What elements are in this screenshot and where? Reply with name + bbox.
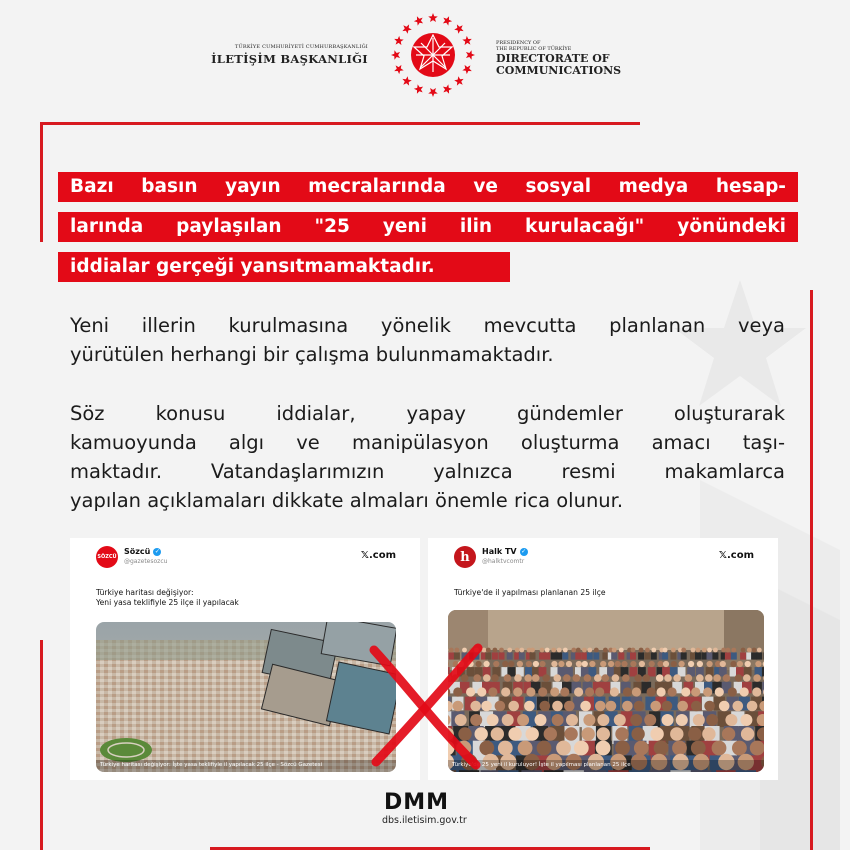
crowd-head — [582, 727, 595, 740]
crowd-head — [556, 741, 571, 756]
crowd-head — [564, 727, 577, 740]
emblem-star — [466, 50, 475, 60]
crowd-head — [696, 648, 701, 653]
crowd-head — [662, 714, 674, 726]
crowd-head — [597, 714, 609, 726]
headline-line-2: larında paylaşılan "25 yeni ilin kurulacağı" yönündeki — [58, 212, 798, 242]
crowd-head — [688, 727, 701, 740]
crowd-head — [713, 674, 721, 682]
crowd-head — [656, 674, 664, 682]
crowd-person — [499, 652, 505, 659]
crowd-head — [722, 727, 735, 740]
crowd-head — [671, 661, 677, 667]
crowd-head — [712, 741, 727, 756]
crowd-head — [552, 701, 563, 712]
crowd-head — [594, 674, 602, 682]
body-p1-line-2: yürütülen herhangi bir çalışma bulunmamaktadır. — [70, 343, 554, 366]
crowd-head — [552, 714, 564, 726]
frame-top-line — [40, 122, 640, 125]
crowd-head — [507, 648, 512, 653]
tweet-photo-crowd — [448, 610, 764, 772]
crowd-head — [526, 727, 539, 740]
crowd-head — [621, 661, 627, 667]
crowd-person — [638, 652, 644, 659]
crowd-head — [603, 648, 608, 653]
crowd-head — [619, 648, 624, 653]
crowd-person — [575, 652, 581, 659]
crowd-head — [693, 714, 705, 726]
crowd-person — [756, 652, 762, 659]
crowd-head — [587, 648, 592, 653]
crowd-head — [737, 661, 743, 667]
crowd-head — [657, 661, 663, 667]
crowd-head — [650, 701, 661, 712]
crowd-head — [563, 648, 568, 653]
crowd-head — [493, 661, 499, 667]
crowd-head — [540, 648, 545, 653]
agency-subtitle-tr: TÜRKİYE CUMHURİYETİ CUMHURBAŞKANLIĞI — [234, 44, 368, 50]
emblem-star — [443, 16, 452, 25]
crowd-head — [606, 701, 617, 712]
crowd-head — [519, 648, 524, 653]
crowd-head — [538, 687, 547, 696]
crowd-head — [745, 661, 751, 667]
crowd-head — [649, 661, 655, 667]
agency-title-en-2: COMMUNICATIONS — [496, 64, 622, 77]
account-name-text: Sözcü — [124, 547, 151, 556]
crowd-head — [663, 661, 669, 667]
crowd-head — [732, 741, 747, 756]
crowd-head — [595, 701, 606, 712]
crowd-head — [721, 648, 726, 653]
crowd-head — [747, 648, 752, 653]
crowd-head — [733, 701, 744, 712]
crowd-head — [518, 741, 533, 756]
crowd-person — [539, 652, 545, 659]
crowd-head — [491, 727, 504, 740]
emblem-star — [394, 65, 403, 74]
crowd-head — [557, 648, 562, 653]
tweet-text-line-2: Yeni yasa teklifiyle 25 ilçe il yapılacak — [96, 598, 239, 607]
crowd-person — [618, 652, 624, 659]
crowd-person — [695, 652, 701, 659]
crowd-head — [551, 661, 557, 667]
crowd-head — [513, 687, 522, 696]
crowd-head — [634, 674, 642, 682]
crowd-head — [650, 727, 663, 740]
crowd-head — [634, 701, 645, 712]
crowd-head — [639, 661, 645, 667]
crowd-head — [566, 714, 578, 726]
crowd-head — [501, 687, 510, 696]
crowd-head — [740, 714, 752, 726]
crowd-head — [574, 687, 583, 696]
crowd-head — [688, 661, 694, 667]
verified-badge-icon: ✓ — [521, 548, 527, 555]
crowd-head — [615, 661, 621, 667]
crowd-person — [681, 652, 687, 659]
crowd-head — [585, 687, 594, 696]
aerial-city-image — [96, 622, 396, 772]
crowd-head — [550, 687, 559, 696]
agency-subtitle-en-2: THE REPUBLIC OF TÜRKİYE — [496, 46, 572, 52]
crowd-head — [681, 687, 690, 696]
crowd-head — [723, 674, 731, 682]
agency-title-tr: İLETİŞİM BAŞKANLIĞI — [211, 52, 368, 66]
crowd-head — [615, 727, 628, 740]
crowd-person — [581, 652, 587, 659]
crowd-person — [670, 652, 676, 659]
crowd-head — [499, 648, 504, 653]
crowd-head — [681, 648, 686, 653]
crowd-head — [584, 674, 592, 682]
crowd-head — [677, 701, 688, 712]
crowd-head — [524, 674, 532, 682]
crowd-head — [526, 687, 535, 696]
account-name — [482, 547, 528, 556]
crowd-head — [645, 648, 650, 653]
crowd-head — [657, 687, 666, 696]
body-p1-line-1: Yeni illerin kurulmasına yönelik mevcutta planlanan veya — [70, 314, 785, 337]
crowd-person — [707, 652, 713, 659]
crowd-head — [735, 674, 743, 682]
emblem-star — [462, 36, 471, 45]
crowd-person — [562, 652, 568, 659]
crowd-head — [623, 687, 632, 696]
crowd-head — [498, 741, 513, 756]
crowd-head — [740, 687, 749, 696]
crowd-head — [564, 701, 575, 712]
emblem-star — [391, 50, 400, 60]
account-handle: @halktvcomtr — [482, 558, 525, 565]
crowd-head — [725, 714, 737, 726]
crowd-head — [670, 727, 683, 740]
account-name-text: Halk TV — [482, 547, 517, 556]
crowd-person — [519, 652, 525, 659]
crowd-head — [707, 661, 713, 667]
crowd-head — [691, 741, 706, 756]
body-paragraph-1 — [70, 311, 785, 369]
headline-line-1: Bazı basın yayın mecralarında ve sosyal medya hesap- — [58, 172, 798, 202]
emblem-star — [402, 76, 411, 85]
crowd-person — [611, 652, 617, 659]
crowd-person — [764, 652, 765, 659]
crowd-head — [679, 661, 685, 667]
crowd-street-image — [448, 610, 764, 772]
crowd-head — [583, 714, 595, 726]
crowd-head — [668, 687, 677, 696]
crowd-head — [728, 687, 737, 696]
crowd-head — [530, 648, 535, 653]
crowd-head — [533, 661, 539, 667]
body-p2-line-3: maktadır. Vatandaşlarımızın yalnızca resmi makamlarca — [70, 460, 785, 483]
crowd-head — [672, 741, 687, 756]
agency-title-en-1: DIRECTORATE OF — [496, 52, 610, 65]
crowd-person — [556, 652, 562, 659]
crowd-head — [576, 648, 581, 653]
crowd-head — [551, 648, 556, 653]
crowd-head — [630, 714, 642, 726]
crowd-head — [554, 674, 562, 682]
crowd-head — [560, 687, 569, 696]
crowd-head — [571, 648, 576, 653]
crowd-head — [544, 727, 557, 740]
crowd-head — [726, 648, 731, 653]
crowd-person — [492, 652, 498, 659]
crowd-head — [747, 701, 758, 712]
crowd-head — [608, 661, 614, 667]
emblem-star — [394, 36, 403, 45]
crowd-head — [488, 687, 497, 696]
crowd-head — [612, 674, 620, 682]
crowd-head — [576, 661, 582, 667]
crowd-person — [651, 652, 657, 659]
crowd-head — [517, 714, 529, 726]
crowd-head — [654, 741, 669, 756]
dmm-logo: DMM — [384, 790, 450, 815]
tweet-text — [454, 588, 606, 598]
crowd-head — [514, 674, 522, 682]
crowd-person — [751, 652, 757, 659]
x-logo-icon: 𝕏.com — [360, 550, 396, 561]
crowd-head — [706, 714, 718, 726]
crowd-person — [630, 652, 636, 659]
emblem-star — [402, 24, 411, 33]
crowd-person — [662, 652, 668, 659]
crowd-head — [487, 714, 499, 726]
footer-url[interactable]: dbs.iletisim.gov.tr — [382, 815, 467, 826]
photo-caption: Türkiye haritası değişiyor: İşte yasa teklifiyle il yapılacak 25 ilçe - Sözcü Gazetesi — [100, 762, 323, 768]
crowd-person — [593, 652, 599, 659]
crowd-head — [691, 687, 700, 696]
crowd-head — [676, 714, 688, 726]
crowd-head — [702, 727, 715, 740]
agency-subtitle-en-1: PRESIDENCY OF — [496, 40, 541, 46]
crowd-head — [540, 701, 551, 712]
tweet-text — [96, 588, 239, 608]
crowd-head — [597, 727, 610, 740]
crowd-head — [502, 714, 514, 726]
crowd-head — [610, 687, 619, 696]
crowd-head — [631, 727, 644, 740]
crowd-head — [537, 741, 552, 756]
crowd-head — [508, 661, 514, 667]
crowd-head — [743, 674, 751, 682]
crowd-head — [493, 648, 498, 653]
crowd-head — [622, 701, 633, 712]
emblem-star — [414, 16, 423, 25]
crowd-head — [508, 727, 521, 740]
crowd-head — [566, 661, 572, 667]
x-logo-icon: 𝕏.com — [718, 550, 754, 561]
crowd-head — [755, 661, 761, 667]
crowd-person — [725, 652, 731, 659]
avatar: h — [454, 546, 476, 568]
crowd-head — [622, 674, 630, 682]
crowd-head — [705, 674, 713, 682]
crowd-head — [595, 687, 604, 696]
crowd-head — [662, 701, 673, 712]
crowd-person — [530, 652, 536, 659]
crowd-person — [731, 652, 737, 659]
crowd-head — [634, 741, 649, 756]
crowd-person — [712, 652, 718, 659]
crowd-head — [614, 714, 626, 726]
emblem-star — [414, 84, 423, 93]
body-p2-line-4: yapılan açıklamaları dikkate almaları önemle rica olunur. — [70, 489, 624, 512]
account-handle: @gazetesozcu — [124, 558, 168, 565]
crowd-head — [545, 648, 550, 653]
crowd-head — [663, 648, 668, 653]
crowd-person — [485, 652, 491, 659]
crowd-head — [580, 701, 591, 712]
crowd-head — [526, 661, 532, 667]
crowd-head — [713, 648, 718, 653]
crowd-person — [740, 652, 746, 659]
crowd-head — [741, 648, 746, 653]
crowd-head — [573, 674, 581, 682]
crowd-head — [704, 701, 715, 712]
tweet-text-line-1: Türkiye'de il yapılması planlanan 25 ilçe — [454, 588, 606, 597]
crowd-head — [502, 661, 508, 667]
crowd-person — [701, 652, 707, 659]
crowd-head — [574, 741, 589, 756]
frame-right-line — [810, 290, 813, 850]
crowd-head — [720, 661, 726, 667]
crowd-person — [544, 652, 550, 659]
account-name — [124, 547, 161, 556]
crowd-head — [539, 661, 545, 667]
crowd-head — [630, 661, 636, 667]
body-p2-line-1: Söz konusu iddialar, yapay gündemler oluşturarak — [70, 402, 785, 425]
frame-left-lower-line — [40, 640, 43, 850]
crowd-head — [702, 648, 707, 653]
emblem-star — [443, 84, 452, 93]
crowd-head — [691, 648, 696, 653]
crowd-head — [651, 648, 656, 653]
crowd-head — [730, 661, 736, 667]
crowd-head — [632, 687, 641, 696]
crowd-head — [691, 701, 702, 712]
crowd-head — [707, 648, 712, 653]
crowd-person — [762, 667, 764, 676]
crowd-head — [612, 648, 617, 653]
crowd-head — [495, 701, 506, 712]
crowd-head — [631, 648, 636, 653]
agency-name-tr — [211, 44, 368, 66]
crowd-head — [594, 648, 599, 653]
crowd-head — [517, 661, 523, 667]
headline-line-3: iddialar gerçeği yansıtmamaktadır. — [58, 252, 510, 282]
crowd-head — [535, 714, 547, 726]
crowd-head — [558, 661, 564, 667]
crowd-head — [703, 687, 712, 696]
crowd-head — [596, 741, 611, 756]
crowd-person — [507, 652, 513, 659]
body-p2-line-2: kamuoyunda algı ve manipülasyon oluşturma amacı taşı- — [70, 431, 785, 454]
crowd-head — [542, 674, 550, 682]
crowd-head — [750, 741, 764, 756]
crowd-head — [532, 674, 540, 682]
crowd-head — [643, 674, 651, 682]
photo-caption: Türkiye'de 25 yeni il kuruluyor! İşte il yapılması planlanan 25 ilçe — [452, 762, 631, 768]
crowd-person — [648, 667, 656, 676]
crowd-head — [753, 674, 761, 682]
crowd-person — [602, 652, 608, 659]
crowd-head — [719, 701, 730, 712]
crowd-head — [697, 661, 703, 667]
crowd-head — [757, 648, 762, 653]
crowd-head — [741, 727, 754, 740]
emblem-star — [454, 76, 463, 85]
crowd-head — [644, 714, 656, 726]
crowd-head — [602, 674, 610, 682]
tweet-text-line-1: Türkiye haritası değişiyor: — [96, 588, 194, 597]
verified-badge-icon: ✓ — [154, 548, 160, 555]
crowd-head — [504, 674, 512, 682]
crowd-head — [563, 674, 571, 682]
crowd-head — [752, 687, 761, 696]
crowd-head — [673, 674, 681, 682]
crowd-person — [644, 652, 650, 659]
crowd-head — [589, 661, 595, 667]
crowd-head — [491, 674, 499, 682]
presidential-star-emblem-icon — [388, 10, 478, 100]
crowd-head — [671, 648, 676, 653]
crowd-head — [647, 687, 656, 696]
crowd-head — [752, 648, 757, 653]
header — [0, 0, 850, 120]
emblem-star — [462, 65, 471, 74]
crowd-head — [615, 741, 630, 756]
crowd-head — [664, 674, 672, 682]
crowd-head — [600, 661, 606, 667]
crowd-head — [639, 648, 644, 653]
frame-left-line — [40, 122, 43, 242]
crowd-person — [551, 652, 557, 659]
crowd-head — [582, 648, 587, 653]
crowd-head — [524, 701, 535, 712]
body-paragraph-2 — [70, 399, 785, 515]
crowd-head — [582, 661, 588, 667]
avatar: SÖZCÜ — [96, 546, 118, 568]
emblem-star — [428, 88, 438, 97]
crowd-head — [486, 648, 491, 653]
crowd-head — [508, 701, 519, 712]
emblem-star — [428, 13, 438, 22]
crowd-person — [587, 652, 593, 659]
crowd-head — [731, 648, 736, 653]
tweet-photo-aerial-city — [96, 622, 396, 772]
emblem-star — [454, 24, 463, 33]
crowd-head — [685, 674, 693, 682]
crowd-head — [515, 648, 520, 653]
crowd-head — [696, 674, 704, 682]
false-claim-x-icon — [366, 640, 486, 770]
agency-name-en — [496, 40, 621, 76]
crowd-head — [715, 687, 724, 696]
